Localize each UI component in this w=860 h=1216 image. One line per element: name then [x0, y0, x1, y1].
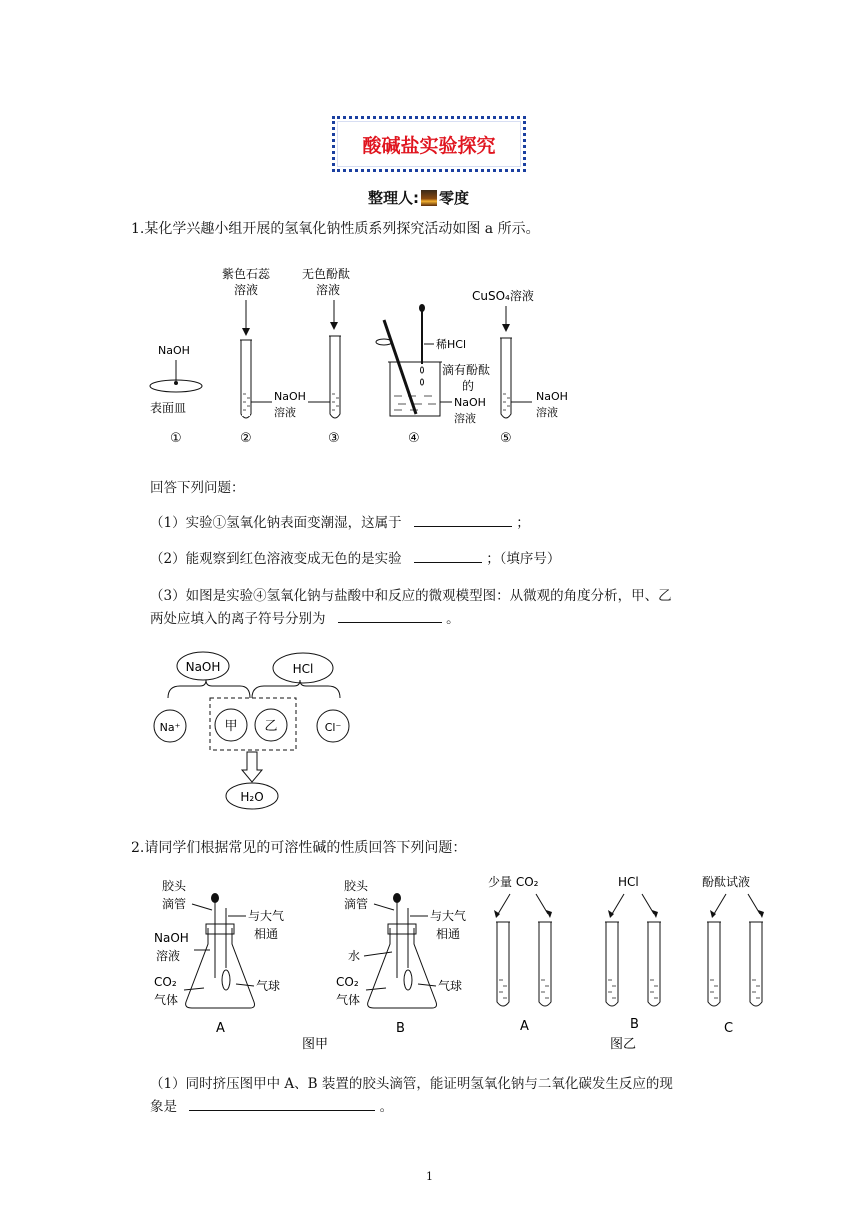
figa-naoh-2: 溶液	[156, 949, 181, 963]
model-jia: 甲	[224, 719, 238, 734]
figb-water: 水	[348, 949, 361, 963]
q2-sub1-after: 。	[379, 1099, 394, 1115]
figb-co2-2: 气体	[336, 993, 361, 1007]
model-hcl: HCl	[292, 662, 314, 676]
figa-air-2: 相通	[254, 927, 279, 941]
figa-dropper-2: 滴管	[162, 897, 187, 911]
litmus-label-1: 紫色石蕊	[222, 267, 271, 281]
figb-dropper-2: 滴管	[344, 897, 369, 911]
naoh-solid-label: NaOH	[158, 344, 190, 357]
tube-letter-b: B	[630, 1017, 639, 1032]
figa-co2-2: 气体	[154, 993, 179, 1007]
tube-phenol-label: 酚酞试液	[702, 875, 751, 889]
naoh-sol-c-1: NaOH	[536, 390, 568, 403]
q1-prompt: 回答下列问题：	[150, 480, 245, 496]
hcl-label: 稀HCl	[436, 338, 467, 351]
q1-sub1-after: ；	[516, 515, 530, 531]
figure-jia-label: 图甲	[302, 1037, 329, 1052]
model-yi: 乙	[264, 719, 278, 734]
naoh-sol-b-1: NaOH	[454, 396, 486, 409]
figb-balloon: 气球	[438, 979, 463, 993]
drop-phenol-1: 滴有酚酞	[442, 363, 491, 377]
q2-sub1-text: 象是	[150, 1099, 177, 1115]
phenol-label-2: 溶液	[316, 283, 341, 297]
q2-stem: 2.请同学们根据常见的可溶性碱的性质回答下列问题：	[131, 840, 467, 856]
figa-letter: A	[216, 1021, 225, 1036]
q1-sub1	[150, 511, 530, 531]
q1-figure	[140, 256, 600, 456]
tube-co2-label: 少量 CO₂	[488, 875, 539, 889]
figb-co2-1: CO₂	[336, 975, 359, 989]
q1-sub2-after: ；（填序号）	[486, 551, 561, 567]
figb-letter: B	[396, 1021, 405, 1036]
title-box	[332, 116, 526, 172]
figa-naoh-1: NaOH	[154, 931, 189, 945]
q2-sub1-line2	[150, 1095, 393, 1115]
model-cl: Cl⁻	[324, 721, 342, 734]
naoh-sol-a-1: NaOH	[274, 390, 306, 403]
cuso4-label: CuSO₄溶液	[472, 289, 534, 303]
author-label: 整理人:	[368, 189, 419, 207]
model-h2o: H₂O	[240, 790, 264, 804]
micro-model-figure	[150, 644, 370, 814]
q1-sub3-line1: （3）如图是实验④氢氧化钠与盐酸中和反应的微观模型图：从微观的角度分析，甲、乙	[150, 588, 672, 604]
q1-sub2	[150, 547, 560, 567]
figa-air-1: 与大气	[248, 909, 285, 923]
watch-glass-label: 表面皿	[150, 401, 187, 415]
q2-sub1-line1: （1）同时挤压图甲中 A、B 装置的胶头滴管，能证明氢氧化钠与二氧化碳发生反应的现	[150, 1076, 673, 1092]
q1-sub3-line2	[150, 607, 460, 627]
figa-co2-1: CO₂	[154, 975, 177, 989]
tube-letter-c: C	[724, 1021, 734, 1036]
answer-blank-2[interactable]	[414, 548, 482, 563]
exp-number-1: ①	[170, 431, 182, 446]
q2-figure	[148, 868, 788, 1058]
phenol-label-1: 无色酚酞	[302, 267, 351, 281]
q1-sub2-text: （2）能观察到红色溶液变成无色的是实验	[150, 551, 402, 567]
litmus-label-2: 溶液	[234, 283, 259, 297]
figb-dropper-1: 胶头	[344, 879, 369, 893]
exp-number-3: ③	[328, 431, 340, 446]
figure-yi-label: 图乙	[610, 1037, 637, 1052]
q1-stem: 1.某化学兴趣小组开展的氢氧化钠性质系列探究活动如图 a 所示。	[131, 221, 540, 237]
q1-sub3-text: 两处应填入的离子符号分别为	[150, 611, 326, 627]
exp-number-5: ⑤	[500, 431, 512, 446]
exp-number-2: ②	[240, 431, 252, 446]
answer-blank-4[interactable]	[189, 1096, 375, 1111]
naoh-sol-b-2: 溶液	[454, 412, 476, 425]
author-line	[368, 187, 469, 208]
page-number: 1	[426, 1170, 433, 1183]
naoh-sol-c-2: 溶液	[536, 406, 558, 419]
tube-letter-a: A	[520, 1019, 529, 1034]
author-name: 零度	[439, 189, 470, 207]
drop-phenol-2: 的	[462, 379, 475, 393]
exp-number-4: ④	[408, 431, 420, 446]
figa-balloon: 气球	[256, 979, 281, 993]
answer-blank-1[interactable]	[414, 512, 512, 527]
tube-hcl-label: HCl	[618, 875, 639, 889]
q1-sub3-after: 。	[446, 611, 460, 627]
model-naoh: NaOH	[185, 660, 221, 674]
figb-air-2: 相通	[436, 927, 461, 941]
q1-sub1-text: （1）实验①氢氧化钠表面变潮湿，这属于	[150, 515, 402, 531]
figb-air-1: 与大气	[430, 909, 467, 923]
sunset-icon	[421, 190, 437, 206]
figa-dropper-1: 胶头	[162, 879, 187, 893]
answer-blank-3[interactable]	[338, 608, 442, 623]
naoh-sol-a-2: 溶液	[274, 406, 296, 419]
model-na: Na⁺	[159, 721, 181, 734]
page-title: 酸碱盐实验探究	[362, 134, 496, 157]
